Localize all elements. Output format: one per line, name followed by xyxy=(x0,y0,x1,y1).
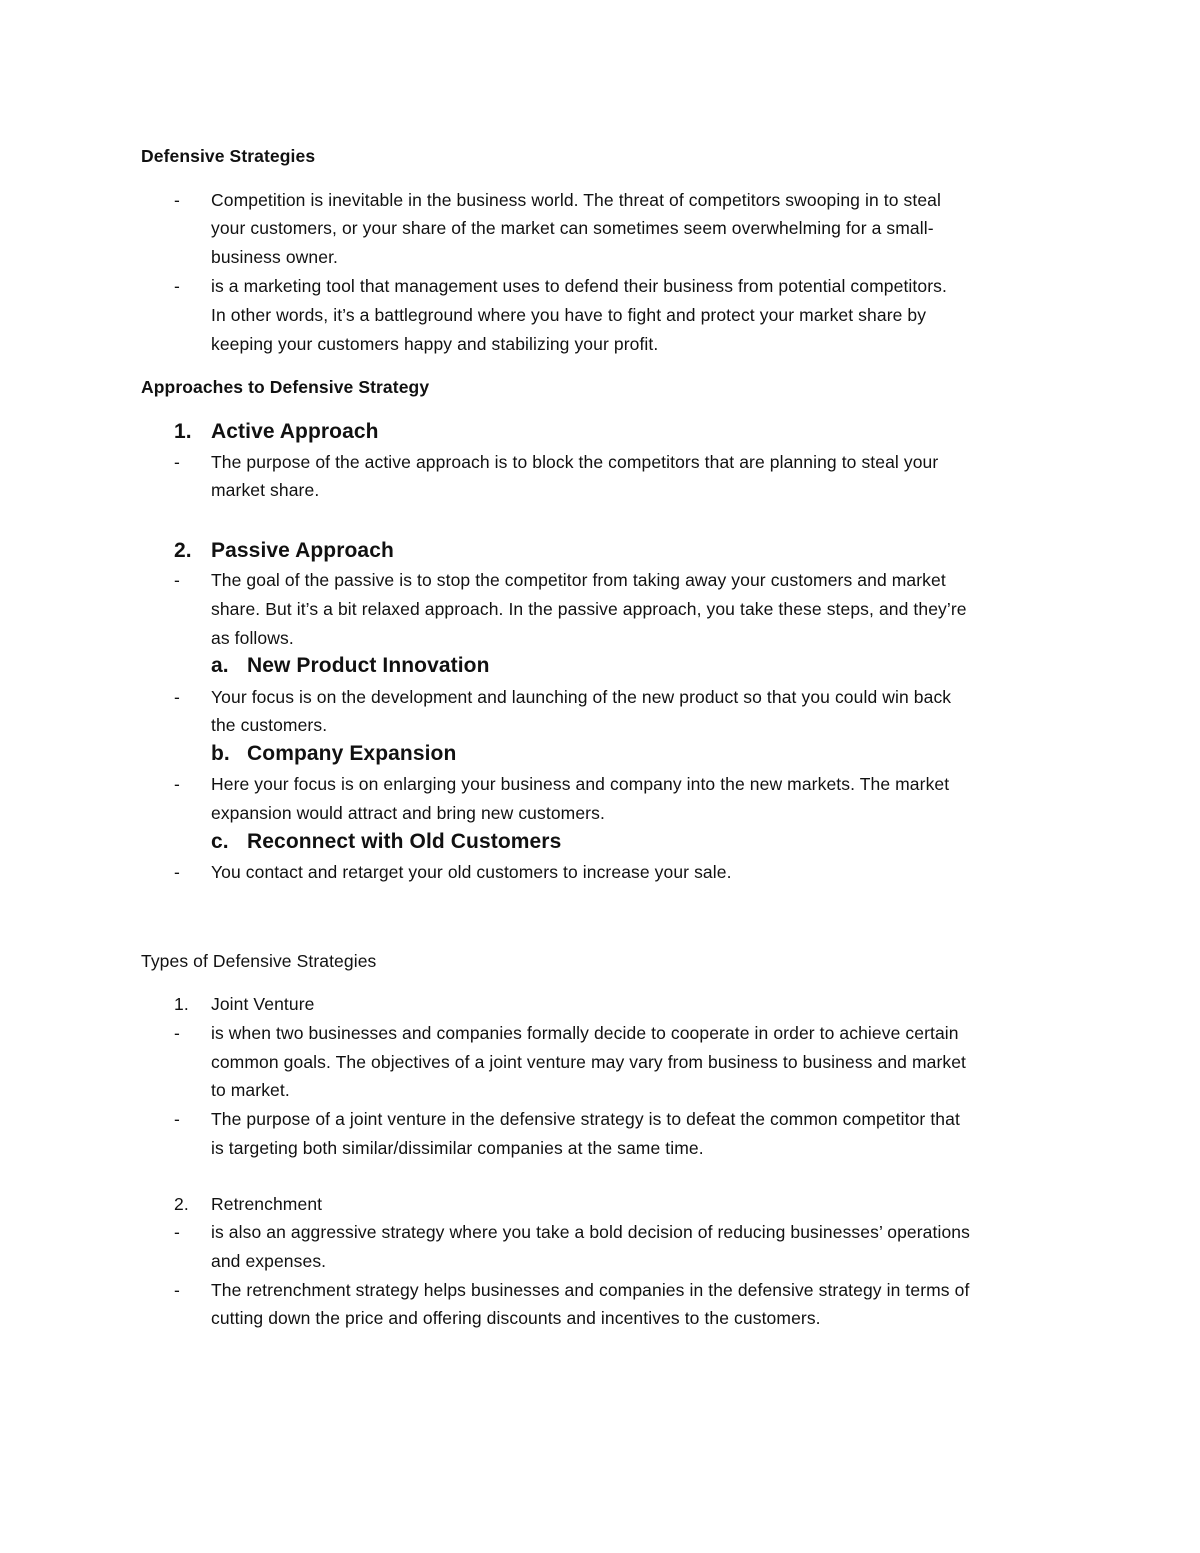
step-a-line-1: Your focus is on the development and launching of the new product so that you could win back xyxy=(211,687,952,707)
bullet-dash: - xyxy=(174,190,180,210)
passive-approach-line-3: as follows. xyxy=(211,628,294,648)
active-approach-line-1: The purpose of the active approach is to block the competitors that are planning to steal your xyxy=(211,452,939,472)
type-1-number: 1. xyxy=(174,994,189,1014)
bullet-dash: - xyxy=(174,862,180,882)
type-2-title: Retrenchment xyxy=(211,1194,323,1214)
step-a-title: New Product Innovation xyxy=(247,654,490,677)
step-b-line-2: expansion would attract and bring new customers. xyxy=(211,803,605,823)
type-2-bullet-2-line-2: cutting down the price and offering discounts and incentives to the customers. xyxy=(211,1308,821,1328)
types-heading: Types of Defensive Strategies xyxy=(141,951,377,971)
intro-bullet-2-line-2: In other words, it’s a battleground where you have to fight and protect your market share by xyxy=(211,305,927,325)
step-a-letter: a. xyxy=(211,654,229,677)
bullet-dash: - xyxy=(174,774,180,794)
step-a-line-2: the customers. xyxy=(211,715,328,735)
bullet-dash: - xyxy=(174,452,180,472)
intro-bullet-2-line-1: is a marketing tool that management uses to defend their business from potential competitors. xyxy=(211,276,947,296)
type-2-number: 2. xyxy=(174,1194,189,1214)
passive-approach-title: Passive Approach xyxy=(211,539,394,562)
bullet-dash: - xyxy=(174,1280,180,1300)
passive-approach-line-2: share. But it’s a bit relaxed approach. In the passive approach, you take these steps, and they’re xyxy=(211,599,967,619)
step-c-line-1: You contact and retarget your old customers to increase your sale. xyxy=(211,862,732,882)
type-2-bullet-2-line-1: The retrenchment strategy helps businesses and companies in the defensive strategy in terms of xyxy=(211,1280,970,1300)
type-1-bullet-2-line-1: The purpose of a joint venture in the defensive strategy is to defeat the common competitor that xyxy=(211,1109,960,1129)
bullet-dash: - xyxy=(174,1023,180,1043)
type-1-bullet-1-line-2: common goals. The objectives of a joint venture may vary from business to business and market xyxy=(211,1052,967,1072)
type-1-title: Joint Venture xyxy=(211,994,315,1014)
passive-approach-number: 2. xyxy=(174,539,192,562)
document-title: Defensive Strategies xyxy=(141,146,316,166)
passive-approach-line-1: The goal of the passive is to stop the competitor from taking away your customers and market xyxy=(211,570,946,590)
active-approach-title: Active Approach xyxy=(211,420,379,443)
step-b-letter: b. xyxy=(211,742,230,765)
bullet-dash: - xyxy=(174,570,180,590)
intro-bullet-1-line-2: your customers, or your share of the market can sometimes seem overwhelming for a small- xyxy=(211,218,934,238)
type-1-bullet-1-line-1: is when two businesses and companies formally decide to cooperate in order to achieve certain xyxy=(211,1023,959,1043)
step-b-title: Company Expansion xyxy=(247,742,457,765)
bullet-dash: - xyxy=(174,1222,180,1242)
step-c-title: Reconnect with Old Customers xyxy=(247,830,562,853)
active-approach-number: 1. xyxy=(174,420,192,443)
intro-bullet-2-line-3: keeping your customers happy and stabilizing your profit. xyxy=(211,334,659,354)
approaches-heading: Approaches to Defensive Strategy xyxy=(141,377,430,397)
type-2-bullet-1-line-1: is also an aggressive strategy where you take a bold decision of reducing businesses’ operations xyxy=(211,1222,970,1242)
bullet-dash: - xyxy=(174,687,180,707)
step-c-letter: c. xyxy=(211,830,229,853)
type-1-bullet-2-line-2: is targeting both similar/dissimilar companies at the same time. xyxy=(211,1138,704,1158)
bullet-dash: - xyxy=(174,1109,180,1129)
active-approach-line-2: market share. xyxy=(211,480,320,500)
intro-bullet-1-line-1: Competition is inevitable in the business world. The threat of competitors swooping in to steal xyxy=(211,190,941,210)
bullet-dash: - xyxy=(174,276,180,296)
type-2-bullet-1-line-2: and expenses. xyxy=(211,1251,327,1271)
type-1-bullet-1-line-3: to market. xyxy=(211,1080,290,1100)
intro-bullet-1-line-3: business owner. xyxy=(211,247,338,267)
step-b-line-1: Here your focus is on enlarging your business and company into the new markets. The market xyxy=(211,774,950,794)
